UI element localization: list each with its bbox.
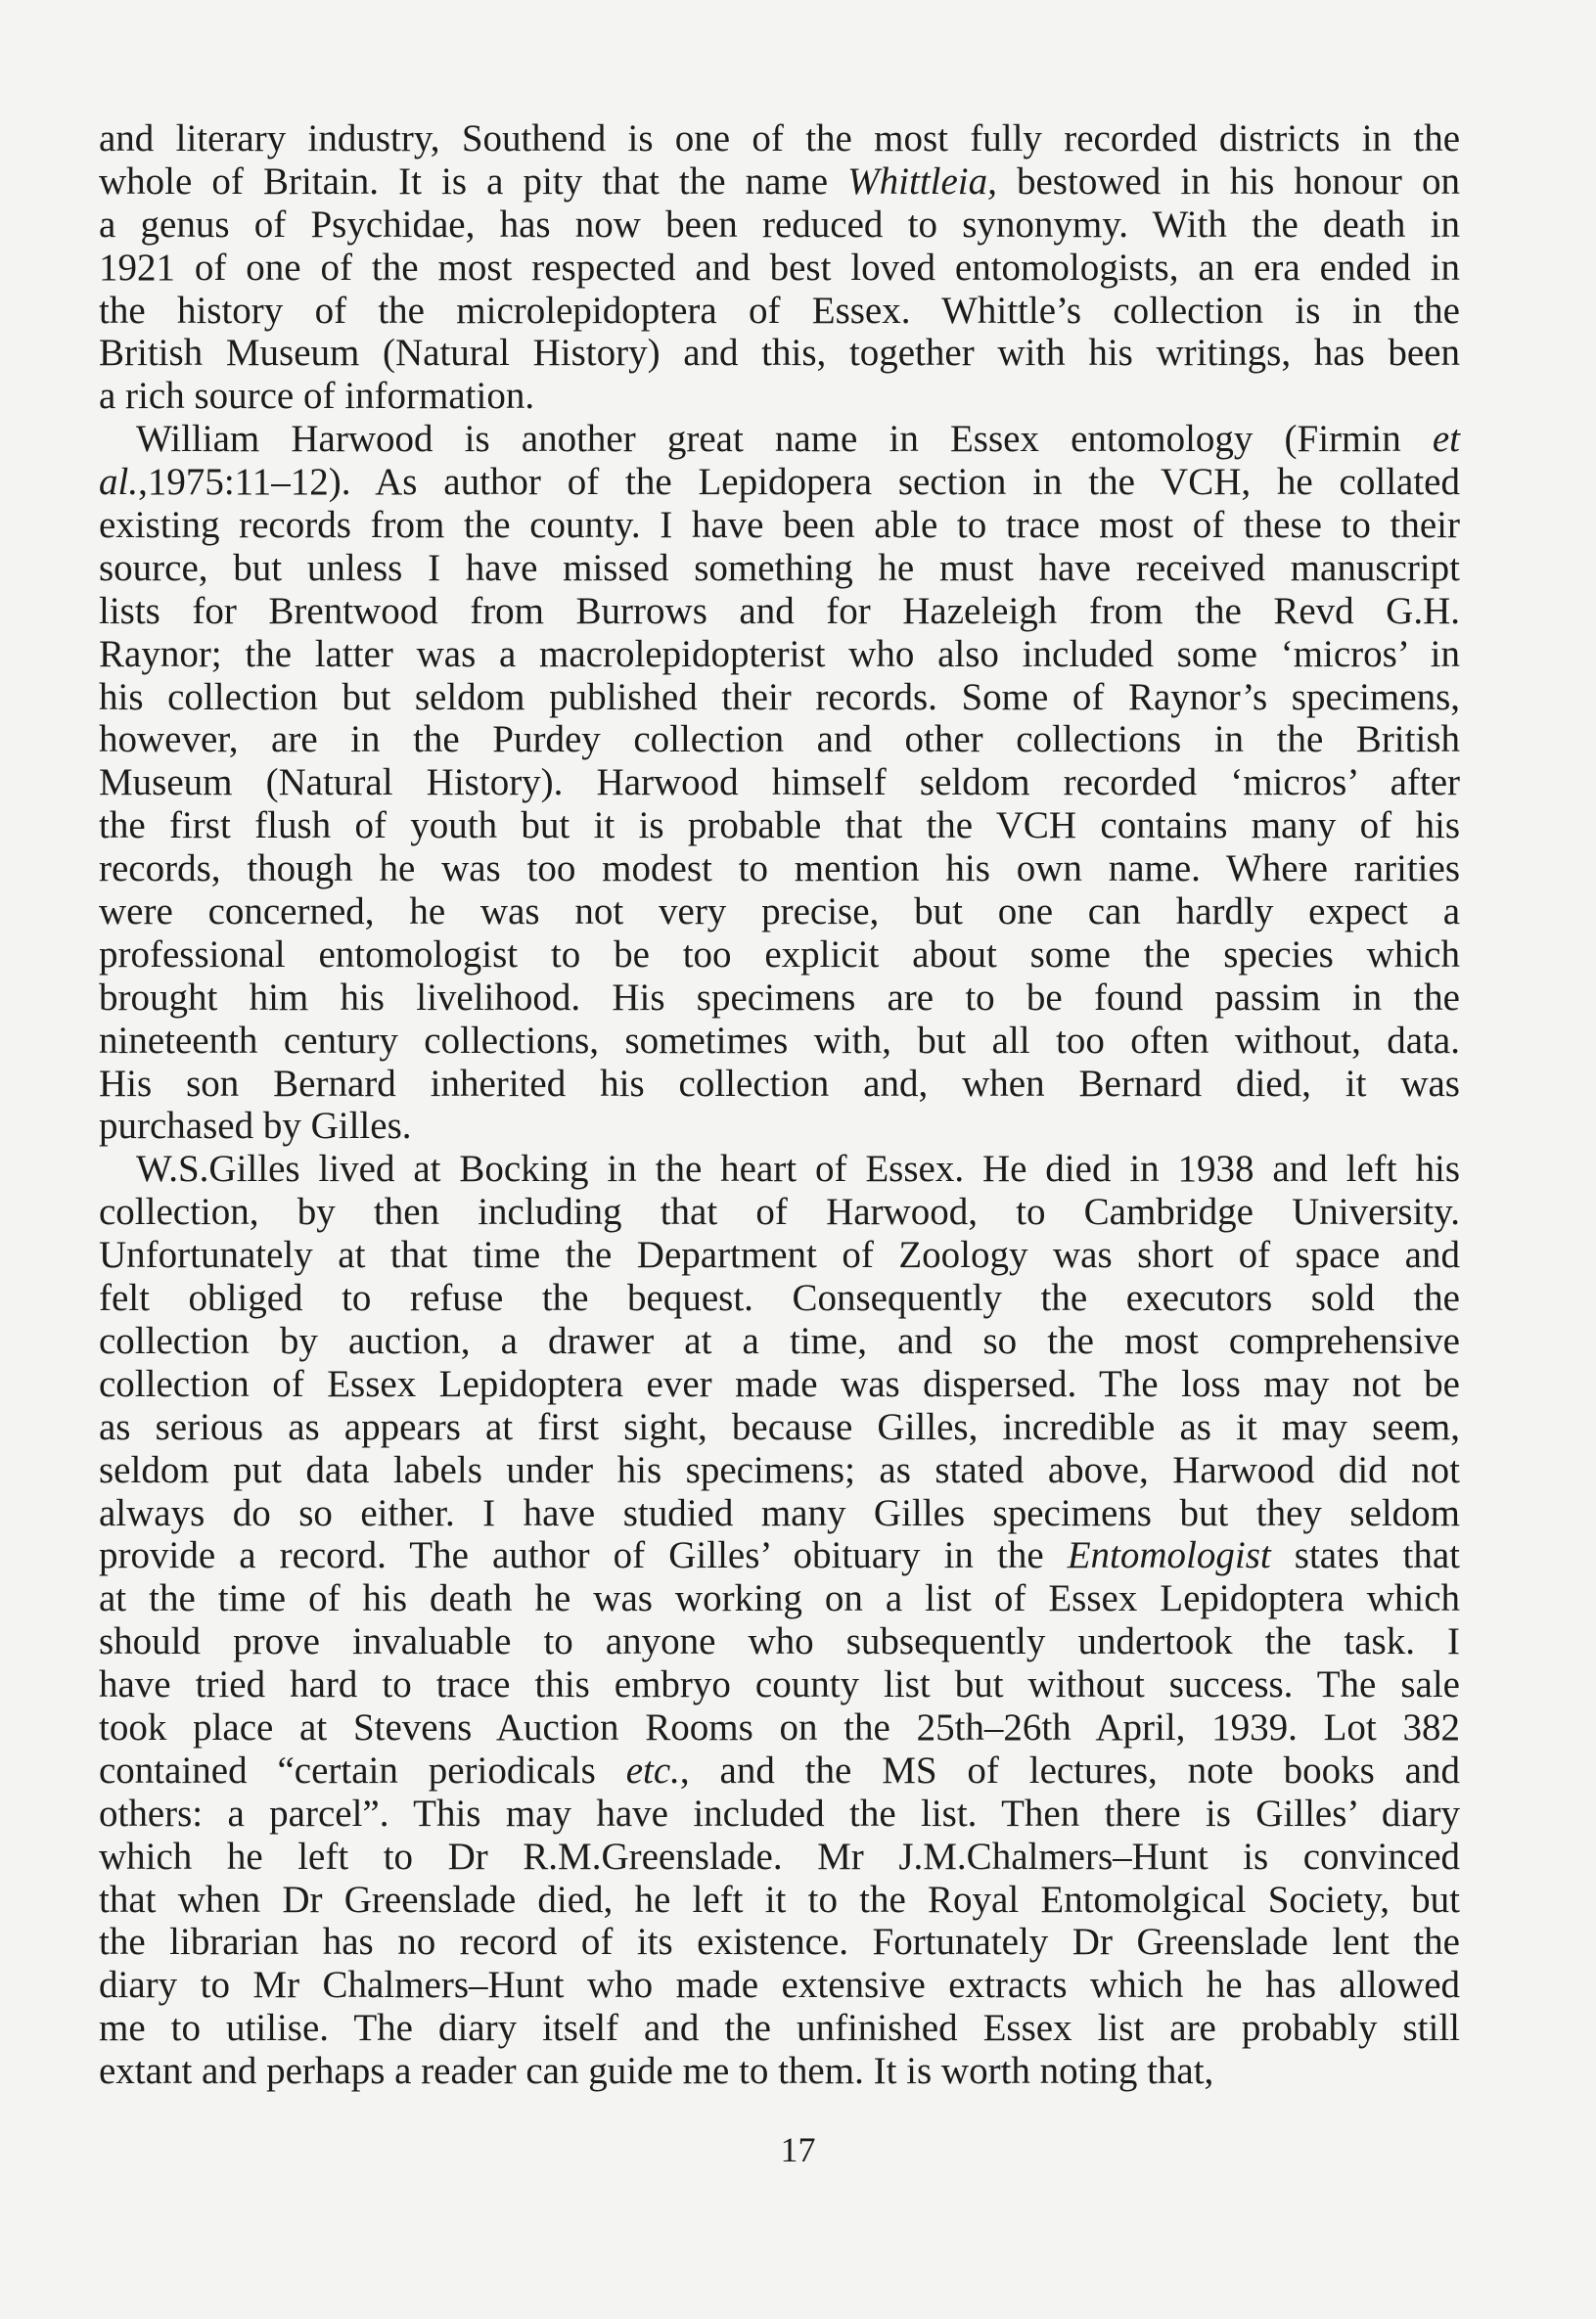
text-line: [99, 290, 1460, 333]
text-line: [99, 1363, 1460, 1406]
text-line: [99, 1492, 1460, 1535]
text-line: [99, 2050, 1460, 2093]
text-line: [99, 676, 1460, 719]
text-line: [99, 418, 1460, 461]
text-line: [99, 933, 1460, 977]
text-line: [99, 1063, 1460, 1106]
text-run: records, though he was too modest to mention his own name. Where rarities: [99, 847, 1460, 890]
paragraph: [99, 117, 1460, 418]
text-run: the history of the microlepidoptera of Essex. Whittle’s collection is in the: [99, 289, 1460, 332]
text-run: the librarian has no record of its existence. Fortunately Dr Greenslade lent the: [99, 1921, 1460, 1964]
text-run: others: a parcel”. This may have included the list. Then there is Gilles’ diary: [99, 1792, 1460, 1835]
text-line: [99, 761, 1460, 804]
text-run: however, are in the Purdey collection and other collections in the British: [99, 718, 1460, 761]
text-run: diary to Mr Chalmers–Hunt who made extensive extracts which he has allowed: [99, 1964, 1460, 2007]
text-line: [99, 204, 1460, 247]
text-run: professional entomologist to be too explicit about some the species which: [99, 932, 1460, 976]
italic-text-run: et: [1432, 418, 1460, 461]
text-line: [99, 1921, 1460, 1964]
italic-text-run: etc.: [625, 1749, 680, 1792]
text-run: were concerned, he was not very precise, but one can hardly expect a: [99, 890, 1460, 933]
paragraph: [99, 1148, 1460, 2093]
body-text: [99, 117, 1460, 2093]
text-line: [99, 718, 1460, 761]
text-line: [99, 117, 1460, 160]
text-line: [99, 504, 1460, 547]
text-run: contained “certain periodicals: [99, 1749, 626, 1792]
text-line: [99, 547, 1460, 590]
paragraph: [99, 418, 1460, 1148]
text-run: have tried hard to trace this embryo county list but without success. The sale: [99, 1663, 1460, 1706]
text-line: [99, 1191, 1460, 1234]
text-run: ,1975:11–12). As author of the Lepidopera section in the VCH, he collated: [138, 461, 1460, 504]
italic-text-run: Entomologist: [1067, 1534, 1271, 1577]
text-run: the first flush of youth but it is probable that the VCH contains many of his: [99, 804, 1460, 847]
text-line: [99, 1449, 1460, 1492]
text-line: [99, 977, 1460, 1020]
text-run: whole of Britain. It is a pity that the name: [99, 159, 848, 203]
text-line: [99, 1234, 1460, 1277]
text-run: Raynor; the latter was a macrolepidopterist who also included some ‘micros’ in: [99, 632, 1460, 675]
text-run: lists for Brentwood from Burrows and for Hazeleigh from the Revd G.H.: [99, 589, 1460, 632]
text-line: [99, 1105, 1460, 1148]
text-run: British Museum (Natural History) and this, together with his writings, has been: [99, 332, 1460, 375]
text-run: existing records from the county. I have been able to trace most of these to their: [99, 504, 1460, 547]
text-line: [99, 160, 1460, 204]
text-line: [99, 1620, 1460, 1663]
text-line: [99, 1964, 1460, 2007]
text-run: as serious as appears at first sight, because Gilles, incredible as it may seem,: [99, 1405, 1460, 1448]
text-line: [99, 1750, 1460, 1793]
text-line: [99, 375, 1460, 418]
text-run: provide a record. The author of Gilles’ obituary in the: [99, 1534, 1068, 1577]
text-run: collection by auction, a drawer at a time, and so the most comprehensive: [99, 1319, 1460, 1362]
text-line: [99, 1836, 1460, 1879]
text-run: bestowed in his honour on: [996, 159, 1460, 203]
text-line: [99, 332, 1460, 375]
text-line: [99, 1148, 1460, 1191]
text-run: Museum (Natural History). Harwood himself seldom recorded ‘micros’ after: [99, 761, 1460, 804]
text-line: [99, 804, 1460, 847]
text-run: that when Dr Greenslade died, he left it to the Royal Entomolgical Society, but: [99, 1878, 1460, 1921]
text-run: W.S.Gilles lived at Bocking in the heart of Essex. He died in 1938 and left his: [136, 1148, 1460, 1191]
text-run: brought him his livelihood. His specimens are to be found passim in the: [99, 976, 1460, 1019]
text-run: a rich source of information.: [99, 375, 535, 418]
text-run: a genus of Psychidae, has now been reduced to synonymy. With the death in: [99, 203, 1460, 246]
text-run: felt obliged to refuse the bequest. Consequently the executors sold the: [99, 1277, 1460, 1320]
text-run: should prove invaluable to anyone who subsequently undertook the task. I: [99, 1620, 1460, 1663]
text-line: [99, 1879, 1460, 1922]
text-line: [99, 1534, 1460, 1577]
text-run: me to utilise. The diary itself and the unfinished Essex list are probably still: [99, 2007, 1460, 2050]
text-line: [99, 247, 1460, 290]
text-line: [99, 461, 1460, 504]
text-line: [99, 1663, 1460, 1706]
text-line: [99, 1793, 1460, 1836]
text-run: source, but unless I have missed something he must have received manuscript: [99, 546, 1460, 589]
text-run: his collection but seldom published their records. Some of Raynor’s specimens,: [99, 675, 1460, 718]
text-run: always do so either. I have studied many Gilles specimens but they seldom: [99, 1491, 1460, 1534]
text-run: purchased by Gilles.: [99, 1105, 412, 1148]
text-run: nineteenth century collections, sometimes with, but all too often without, data.: [99, 1019, 1460, 1062]
text-run: at the time of his death he was working on a list of Essex Lepidoptera which: [99, 1577, 1460, 1620]
text-line: [99, 890, 1460, 933]
text-run: seldom put data labels under his specimens; as stated above, Harwood did not: [99, 1448, 1460, 1491]
text-run: states that: [1270, 1534, 1460, 1577]
text-line: [99, 590, 1460, 633]
text-line: [99, 1020, 1460, 1063]
text-line: [99, 1320, 1460, 1363]
italic-text-run: Whittleia,: [847, 159, 997, 203]
text-line: [99, 1706, 1460, 1750]
text-run: collection of Essex Lepidoptera ever made was dispersed. The loss may not be: [99, 1362, 1460, 1405]
text-run: and literary industry, Southend is one of the most fully recorded districts in the: [99, 117, 1460, 159]
text-run: collection, by then including that of Harwood, to Cambridge University.: [99, 1191, 1460, 1234]
text-line: [99, 633, 1460, 676]
text-run: 1921 of one of the most respected and best loved entomologists, an era ended in: [99, 246, 1460, 289]
text-run: His son Bernard inherited his collection and, when Bernard died, it was: [99, 1062, 1460, 1105]
text-line: [99, 1577, 1460, 1620]
text-run: Unfortunately at that time the Department of Zoology was short of space and: [99, 1234, 1460, 1277]
text-line: [99, 847, 1460, 890]
text-line: [99, 2007, 1460, 2050]
text-line: [99, 1406, 1460, 1449]
italic-text-run: al.: [99, 461, 139, 504]
text-run: took place at Stevens Auction Rooms on the 25th–26th April, 1939. Lot 382: [99, 1705, 1460, 1749]
text-run: , and the MS of lectures, note books and: [679, 1749, 1460, 1792]
text-run: which he left to Dr R.M.Greenslade. Mr J.M.Chalmers–Hunt is convinced: [99, 1835, 1460, 1878]
text-run: William Harwood is another great name in Essex entomology (Firmin: [136, 418, 1433, 461]
page-number: 17: [780, 2130, 816, 2169]
text-line: [99, 1277, 1460, 1320]
text-run: extant and perhaps a reader can guide me to them. It is worth noting that,: [99, 2050, 1214, 2093]
